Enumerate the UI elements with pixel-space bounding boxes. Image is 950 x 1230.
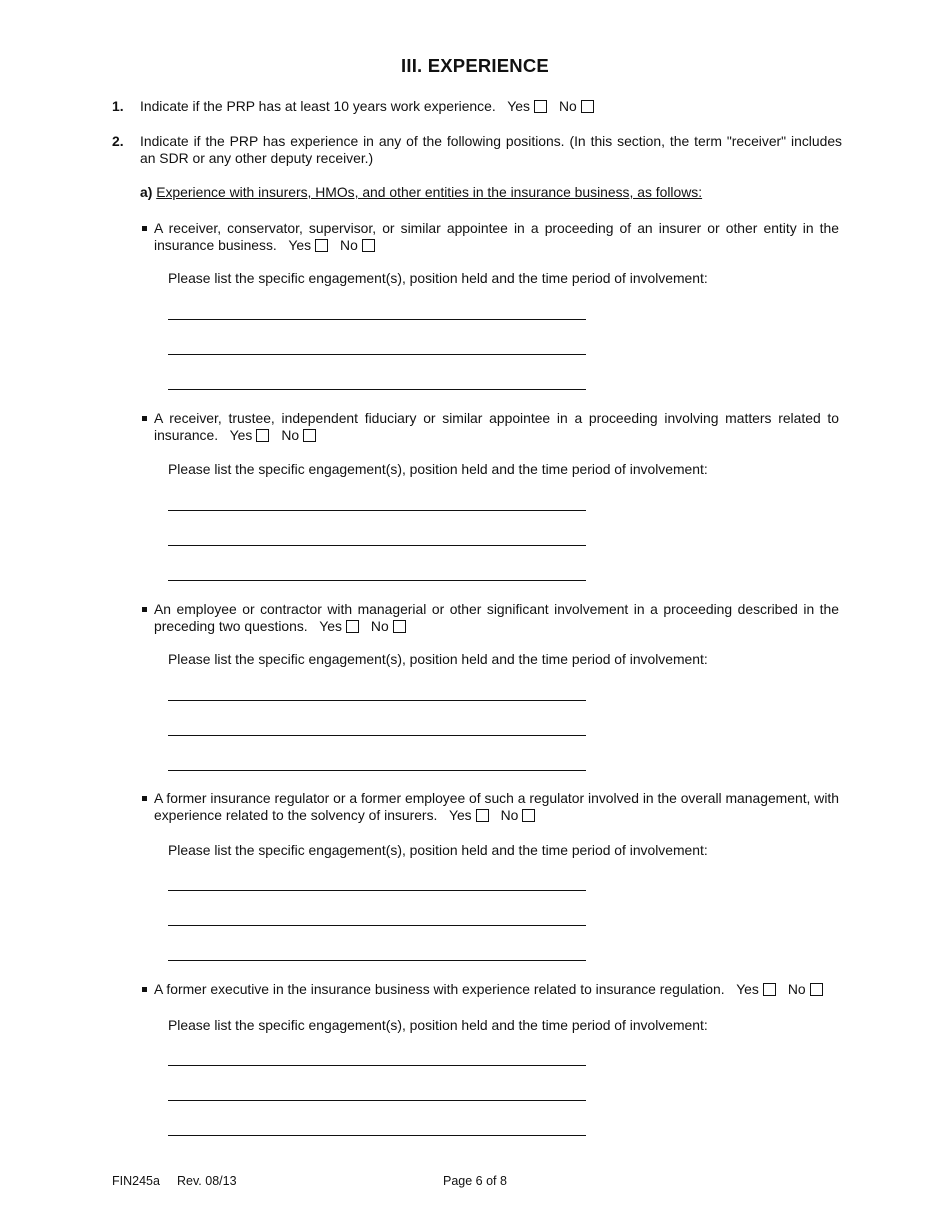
answer-line[interactable] — [168, 580, 586, 581]
item-text: A former insurance regulator or a former employee of such a regulator involved in the overall management, with experience related to the solvency of insurers. — [154, 790, 839, 823]
no-label: No — [787, 981, 806, 997]
answer-line[interactable] — [168, 1065, 586, 1066]
page-number: Page 6 of 8 — [443, 1174, 507, 1188]
question-1 — [112, 98, 842, 115]
answer-line[interactable] — [168, 890, 586, 891]
bullet-icon — [142, 416, 147, 421]
experience-item — [142, 601, 839, 635]
no-checkbox[interactable] — [810, 983, 823, 996]
revision-date: Rev. 08/13 — [177, 1174, 237, 1188]
form-number: FIN245a — [112, 1174, 160, 1188]
answer-line[interactable] — [168, 545, 586, 546]
yes-checkbox[interactable] — [534, 100, 547, 113]
section-title: III. EXPERIENCE — [401, 55, 549, 76]
yes-checkbox[interactable] — [256, 429, 269, 442]
no-checkbox[interactable] — [581, 100, 594, 113]
bullet-icon — [142, 796, 147, 801]
no-checkbox[interactable] — [362, 239, 375, 252]
yes-label: Yes — [319, 618, 342, 634]
no-label: No — [558, 98, 577, 114]
item-text: A former executive in the insurance business with experience related to insurance regulation. — [154, 981, 725, 997]
no-label: No — [281, 427, 300, 443]
experience-item — [142, 220, 839, 254]
question-text: Indicate if the PRP has experience in any of the following positions. (In this section, the term "receiver" includes an SDR or any other deputy receiver.) — [140, 133, 842, 166]
yes-checkbox[interactable] — [763, 983, 776, 996]
yes-label: Yes — [736, 981, 759, 997]
yes-checkbox[interactable] — [476, 809, 489, 822]
answer-line[interactable] — [168, 1135, 586, 1136]
subsection-label: a) — [140, 184, 153, 200]
question-number: 2. — [112, 133, 124, 149]
answer-line[interactable] — [168, 735, 586, 736]
engagement-prompt: Please list the specific engagement(s), position held and the time period of involvement: — [168, 651, 708, 667]
no-label: No — [500, 807, 519, 823]
answer-line[interactable] — [168, 389, 586, 390]
yes-checkbox[interactable] — [346, 620, 359, 633]
yes-label: Yes — [229, 427, 253, 443]
no-label: No — [340, 237, 358, 253]
no-label: No — [370, 618, 389, 634]
yes-label: Yes — [507, 98, 530, 114]
item-text: A receiver, conservator, supervisor, or similar appointee in a proceeding of an insurer or other entity in the insurance business. — [154, 220, 839, 253]
yes-label: Yes — [448, 807, 472, 823]
bullet-icon — [142, 226, 147, 231]
item-text: An employee or contractor with managerial or other significant involvement in a proceeding described in the preceding two questions. — [154, 601, 839, 634]
answer-line[interactable] — [168, 700, 586, 701]
no-checkbox[interactable] — [303, 429, 316, 442]
experience-item — [142, 790, 839, 824]
bullet-icon — [142, 607, 147, 612]
answer-line[interactable] — [168, 1100, 586, 1101]
answer-line[interactable] — [168, 770, 586, 771]
no-checkbox[interactable] — [393, 620, 406, 633]
engagement-prompt: Please list the specific engagement(s), position held and the time period of involvement: — [168, 270, 708, 286]
yes-checkbox[interactable] — [315, 239, 328, 252]
no-checkbox[interactable] — [522, 809, 535, 822]
question-number: 1. — [112, 98, 124, 114]
engagement-prompt: Please list the specific engagement(s), position held and the time period of involvement: — [168, 842, 708, 858]
answer-line[interactable] — [168, 960, 586, 961]
question-text: Indicate if the PRP has at least 10 years work experience. — [140, 98, 496, 114]
yes-label: Yes — [288, 237, 312, 253]
experience-item — [142, 410, 839, 444]
answer-line[interactable] — [168, 319, 586, 320]
question-2 — [112, 133, 842, 167]
subsection-a — [140, 184, 840, 201]
engagement-prompt: Please list the specific engagement(s), position held and the time period of involvement: — [168, 1017, 708, 1033]
answer-line[interactable] — [168, 510, 586, 511]
engagement-prompt: Please list the specific engagement(s), position held and the time period of involvement: — [168, 461, 708, 477]
answer-line[interactable] — [168, 354, 586, 355]
subsection-heading: Experience with insurers, HMOs, and other entities in the insurance business, as follows: — [156, 184, 703, 200]
experience-item — [142, 981, 839, 998]
item-text: A receiver, trustee, independent fiduciary or similar appointee in a proceeding involving matters related to insurance. — [154, 410, 839, 443]
answer-line[interactable] — [168, 925, 586, 926]
bullet-icon — [142, 987, 147, 992]
